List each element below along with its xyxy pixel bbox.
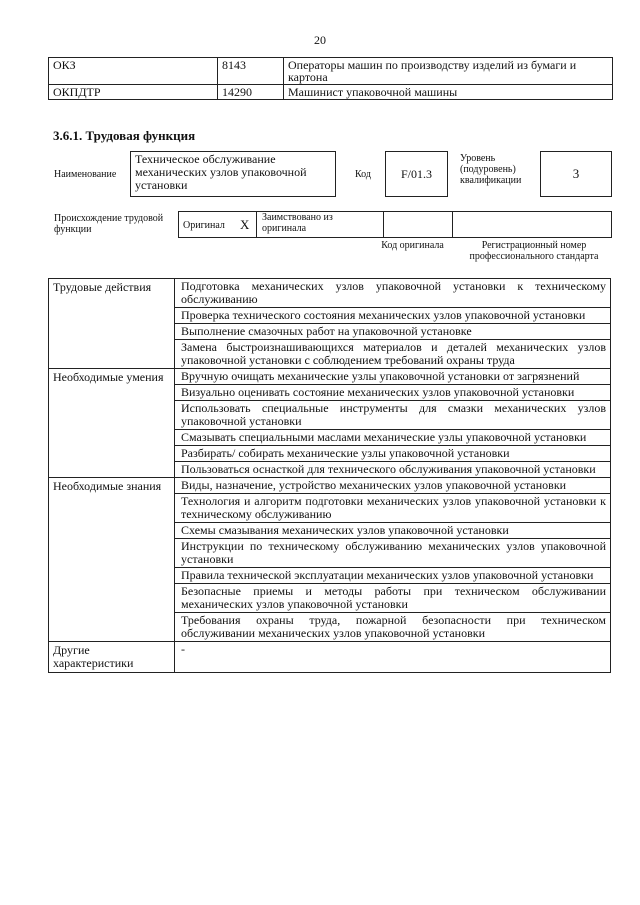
origin-label: Происхождение трудовой функции <box>54 213 164 235</box>
origin-divider <box>256 211 257 238</box>
table-cell: Схемы смазывания механических узлов упаковочной установки <box>175 523 611 539</box>
table-cell: Вручную очищать механические узлы упаковочной установки от загрязнений <box>175 369 611 385</box>
table-cell: Виды, назначение, устройство механических узлов упаковочной установки <box>175 478 611 494</box>
category-label: Трудовые действия <box>49 279 175 369</box>
table-row <box>49 478 611 494</box>
table-cell: Требования охраны труда, пожарной безопасности при техническом обслуживании механических узлов упаковочной установки <box>175 613 611 642</box>
origin-divider <box>383 211 384 238</box>
table-cell: Инструкции по техническому обслуживанию механических узлов упаковочной установки <box>175 539 611 568</box>
table-cell: - <box>175 642 611 673</box>
page-number: 20 <box>314 33 326 47</box>
codes-row <box>49 85 613 100</box>
table-cell: Правила технической эксплуатации механических узлов упаковочной установки <box>175 568 611 584</box>
reg-number-label: Регистрационный номер профессионального стандарта <box>469 240 599 262</box>
table-row <box>49 279 611 308</box>
table-cell: Выполнение смазочных работ на упаковочной установке <box>175 324 611 340</box>
qualification-level: 3 <box>540 151 612 197</box>
function-code: F/01.3 <box>385 151 448 197</box>
category-label: Необходимые знания <box>49 478 175 642</box>
original-mark: X <box>240 217 250 232</box>
code-type: ОКЗ <box>49 58 218 85</box>
code-type: ОКПДТР <box>49 85 218 100</box>
table-cell: Визуально оценивать состояние механических узлов упаковочной установки <box>175 385 611 401</box>
section-title: 3.6.1. Трудовая функция <box>53 128 196 143</box>
table-cell: Подготовка механических узлов упаковочной установки к техническому обслуживанию <box>175 279 611 308</box>
code-value: 8143 <box>218 58 284 85</box>
code-name: Операторы машин по производству изделий из бумаги и картона <box>284 58 613 85</box>
category-label: Другие характеристики <box>49 642 175 673</box>
table-cell: Проверка технического состояния механических узлов упаковочной установки <box>175 308 611 324</box>
code-value: 14290 <box>218 85 284 100</box>
codes-table <box>48 57 613 100</box>
level-label: Уровень (подуровень) квалификации <box>460 153 522 186</box>
table-cell: Смазывать специальными маслами механические узлы упаковочной установки <box>175 430 611 446</box>
name-label: Наименование <box>54 169 117 180</box>
original-label: Оригинал <box>183 220 225 231</box>
function-table <box>48 278 611 673</box>
category-label: Необходимые умения <box>49 369 175 478</box>
borrowed-label: Заимствовано из оригинала <box>262 212 333 234</box>
table-cell: Безопасные приемы и методы работы при техническом обслуживании механических узлов упаковочной установки <box>175 584 611 613</box>
table-row <box>49 642 611 673</box>
table-row <box>49 369 611 385</box>
table-cell: Пользоваться оснасткой для технического обслуживания упаковочной установки <box>175 462 611 478</box>
code-label: Код <box>355 169 371 180</box>
function-name: Техническое обслуживание механических узлов упаковочной установки <box>130 151 336 197</box>
table-cell: Замена быстроизнашивающихся материалов и деталей механических узлов упаковочной установки с соблюдением требований охраны труда <box>175 340 611 369</box>
table-cell: Разбирать/ собирать механические узлы упаковочной установки <box>175 446 611 462</box>
code-original-label: Код оригинала <box>381 240 444 251</box>
origin-divider <box>452 211 453 238</box>
code-name: Машинист упаковочной машины <box>284 85 613 100</box>
table-cell: Использовать специальные инструменты для смазки механических узлов упаковочной установки <box>175 401 611 430</box>
codes-row <box>49 58 613 85</box>
table-cell: Технология и алгоритм подготовки механических узлов упаковочной установки к техническому обслуживанию <box>175 494 611 523</box>
